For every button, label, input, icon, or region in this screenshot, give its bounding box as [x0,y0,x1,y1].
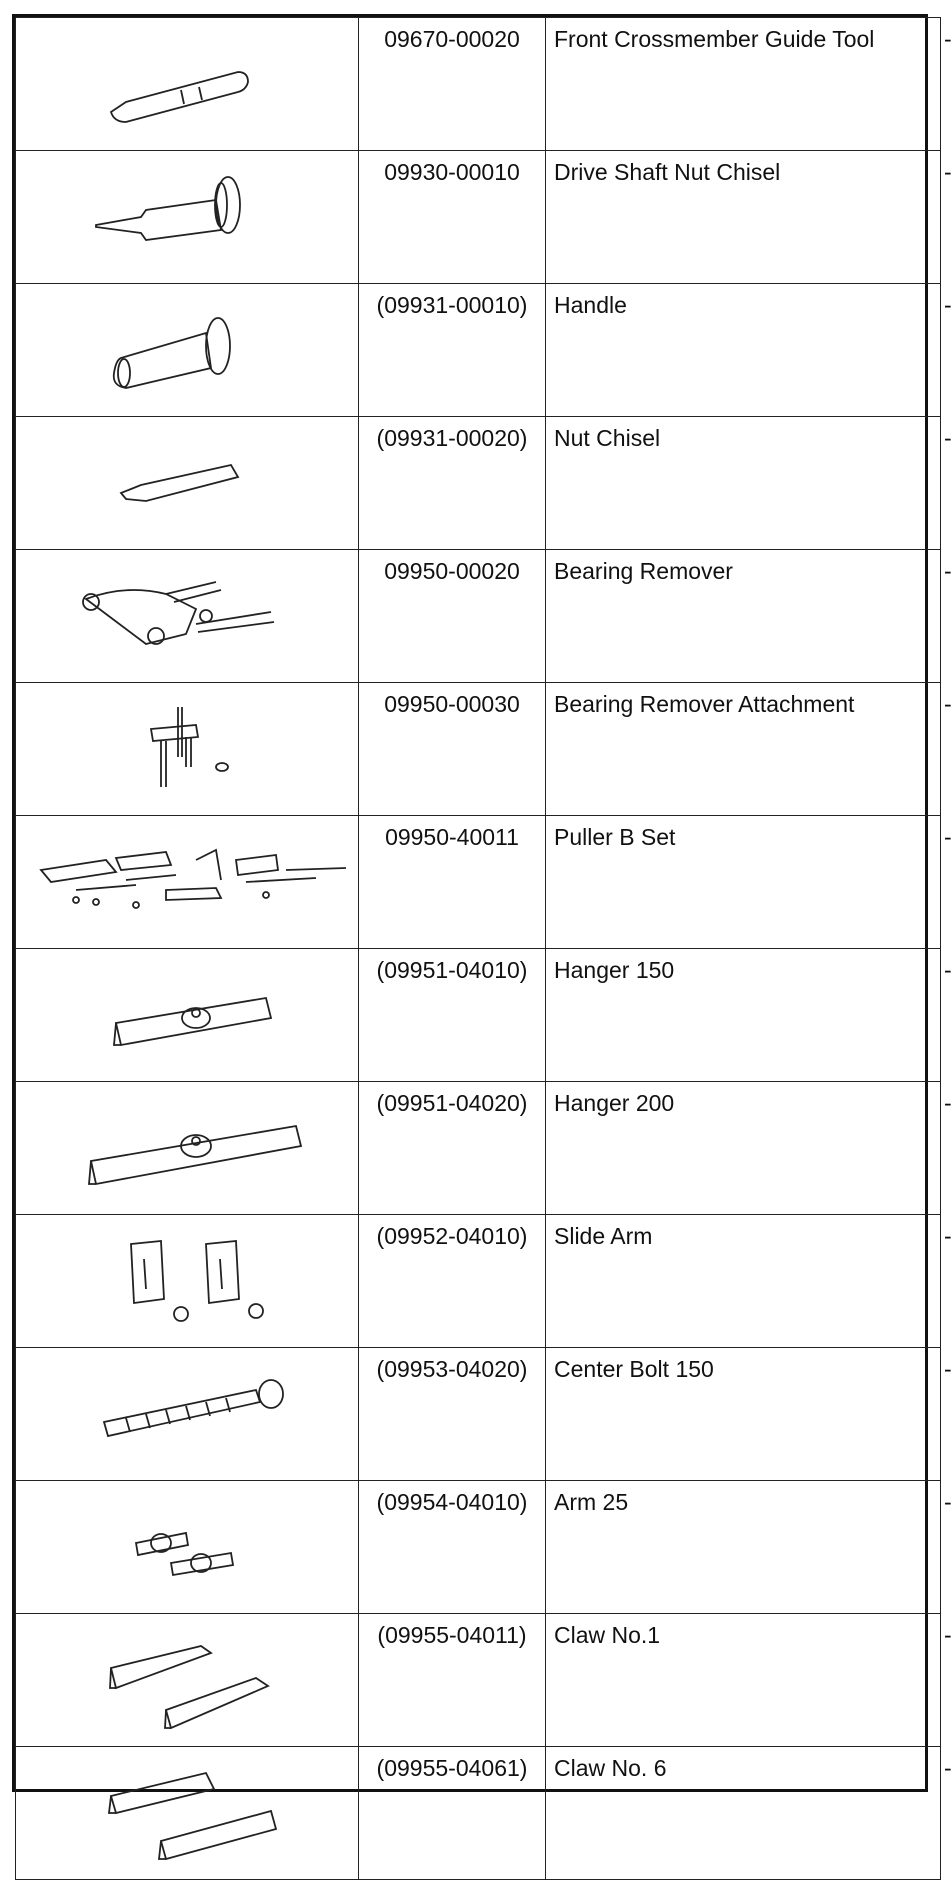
part-number: (09951-04010) [359,949,546,1082]
part-number: 09950-00020 [359,550,546,683]
part-number: (09955-04011) [359,1614,546,1747]
remover-attachment-drawing-icon [16,683,358,815]
tool-name: Puller B Set [546,816,941,949]
part-number: (09955-04061) [359,1747,546,1880]
tool-name: Front Crossmember Guide Tool [546,18,941,151]
tool-illustration-cell [16,151,359,284]
tool-illustration-cell [16,1481,359,1614]
tool-illustration-cell [16,18,359,151]
table-row: (09954-04010) Arm 25 - [16,1481,941,1614]
tool-illustration-cell [16,683,359,816]
part-number: 09950-00030 [359,683,546,816]
special-service-tools-table [15,17,952,1880]
table-row: 09670-00020 Front Crossmember Guide Tool - [16,18,941,151]
hanger-200-drawing-icon [16,1082,358,1214]
drive-shaft-chisel-drawing-icon [16,151,358,283]
claw-6-drawing-icon [16,1747,358,1879]
tool-illustration-cell [16,1614,359,1747]
table-row: 09950-40011 Puller B Set - [16,816,941,949]
nut-chisel-drawing-icon [16,417,358,549]
tool-name: Hanger 200 [546,1082,941,1215]
table-row: (09951-04010) Hanger 150 - [16,949,941,1082]
handle-drawing-icon [16,284,358,416]
tool-name: Center Bolt 150 [546,1348,941,1481]
slide-arm-drawing-icon [16,1215,358,1347]
table-row: (09955-04061) Claw No. 6 - [16,1747,941,1880]
tool-illustration-cell [16,1747,359,1880]
part-number: (09953-04020) [359,1348,546,1481]
tool-name: Drive Shaft Nut Chisel [546,151,941,284]
tool-illustration-cell [16,284,359,417]
tool-name: Nut Chisel [546,417,941,550]
part-number: (09951-04020) [359,1082,546,1215]
table-row: (09955-04011) Claw No.1 - [16,1614,941,1747]
table-row: (09952-04010) Slide Arm - [16,1215,941,1348]
tool-illustration-cell [16,816,359,949]
arm-drawing-icon [16,1481,358,1613]
table-row: (09931-00020) Nut Chisel - [16,417,941,550]
tool-illustration-cell [16,417,359,550]
part-number: 09930-00010 [359,151,546,284]
puller-set-drawing-icon [16,816,358,948]
tool-illustration-cell [16,1348,359,1481]
part-number: 09670-00020 [359,18,546,151]
tool-name: Claw No. 6 [546,1747,941,1880]
tool-name: Hanger 150 [546,949,941,1082]
tool-name: Slide Arm [546,1215,941,1348]
part-number: 09950-40011 [359,816,546,949]
table-row: 09950-00030 Bearing Remover Attachment - [16,683,941,816]
tool-illustration-cell [16,550,359,683]
tool-illustration-cell [16,1082,359,1215]
table-row: 09950-00020 Bearing Remover - [16,550,941,683]
table-row: (09951-04020) Hanger 200 - [16,1082,941,1215]
tool-name: Arm 25 [546,1481,941,1614]
center-bolt-drawing-icon [16,1348,358,1480]
part-number: (09954-04010) [359,1481,546,1614]
part-number: (09931-00020) [359,417,546,550]
claw-1-drawing-icon [16,1614,358,1746]
tool-name: Handle [546,284,941,417]
tool-name: Claw No.1 [546,1614,941,1747]
tool-name: Bearing Remover Attachment [546,683,941,816]
sst-table-sheet [12,14,952,1792]
bearing-remover-drawing-icon [16,550,358,682]
table-row: (09931-00010) Handle - [16,284,941,417]
tool-illustration-cell [16,1215,359,1348]
part-number: (09931-00010) [359,284,546,417]
tool-name: Bearing Remover [546,550,941,683]
tool-illustration-cell [16,949,359,1082]
table-row: 09930-00010 Drive Shaft Nut Chisel - [16,151,941,284]
guide-tool-drawing-icon [16,18,358,150]
hanger-150-drawing-icon [16,949,358,1081]
table-row: (09953-04020) Center Bolt 150 - [16,1348,941,1481]
part-number: (09952-04010) [359,1215,546,1348]
